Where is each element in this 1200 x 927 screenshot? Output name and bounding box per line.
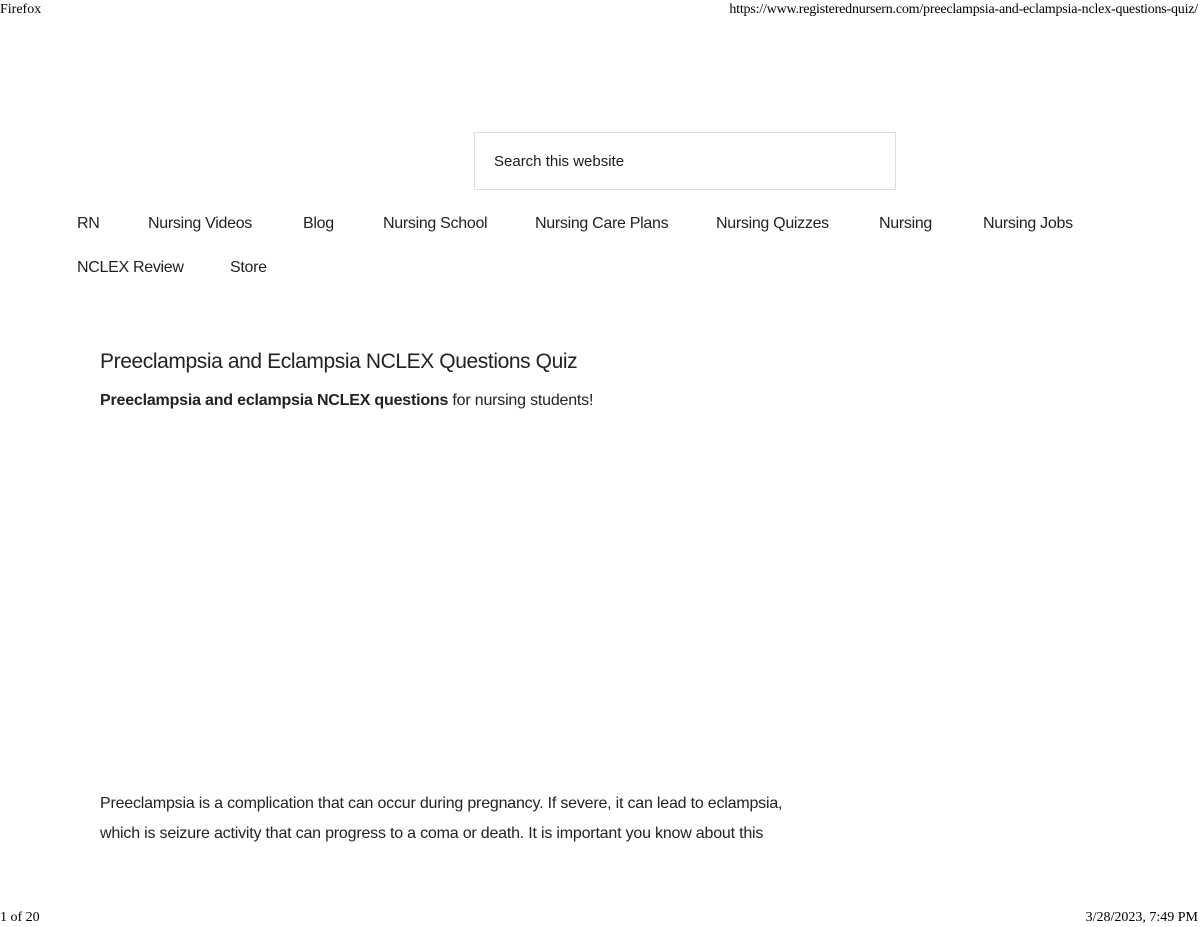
article-body-line: which is seizure activity that can progress to a coma or death. It is important you know about this bbox=[100, 825, 764, 842]
print-header-url: https://www.registerednursern.com/preeclampsia-and-eclampsia-nclex-questions-quiz/ bbox=[729, 2, 1198, 17]
article-body-line: Preeclampsia is a complication that can occur during pregnancy. If severe, it can lead to eclampsia, bbox=[100, 795, 783, 812]
nav-item-blog[interactable]: Blog bbox=[303, 215, 334, 232]
nav-item-nursing-videos[interactable]: Nursing Videos bbox=[148, 215, 253, 232]
article-body-paragraph bbox=[100, 789, 900, 849]
nav-item-nursing-care-plans[interactable]: Nursing Care Plans bbox=[535, 215, 669, 232]
print-header-app-name: Firefox bbox=[0, 2, 42, 17]
article-intro bbox=[100, 390, 593, 412]
nav-item-rn[interactable]: RN bbox=[77, 215, 100, 232]
article-intro-rest: for nursing students! bbox=[448, 392, 594, 409]
nav-item-nclex-review[interactable]: NCLEX Review bbox=[77, 259, 184, 276]
nav-item-store[interactable]: Store bbox=[230, 259, 267, 276]
print-footer-page-count: 1 of 20 bbox=[0, 910, 40, 925]
page-title: Preeclampsia and Eclampsia NCLEX Questions Quiz bbox=[100, 350, 578, 373]
print-footer-timestamp: 3/28/2023, 7:49 PM bbox=[1085, 910, 1198, 925]
nav-item-nursing-jobs[interactable]: Nursing Jobs bbox=[983, 215, 1073, 232]
nav-item-nursing-quizzes[interactable]: Nursing Quizzes bbox=[716, 215, 829, 232]
nav-item-nursing-school[interactable]: Nursing School bbox=[383, 215, 488, 232]
nav-item-nursing[interactable]: Nursing bbox=[879, 215, 933, 232]
article-intro-bold: Preeclampsia and eclampsia NCLEX questions bbox=[100, 392, 449, 409]
search-input[interactable] bbox=[494, 153, 895, 170]
search-form bbox=[474, 132, 896, 190]
